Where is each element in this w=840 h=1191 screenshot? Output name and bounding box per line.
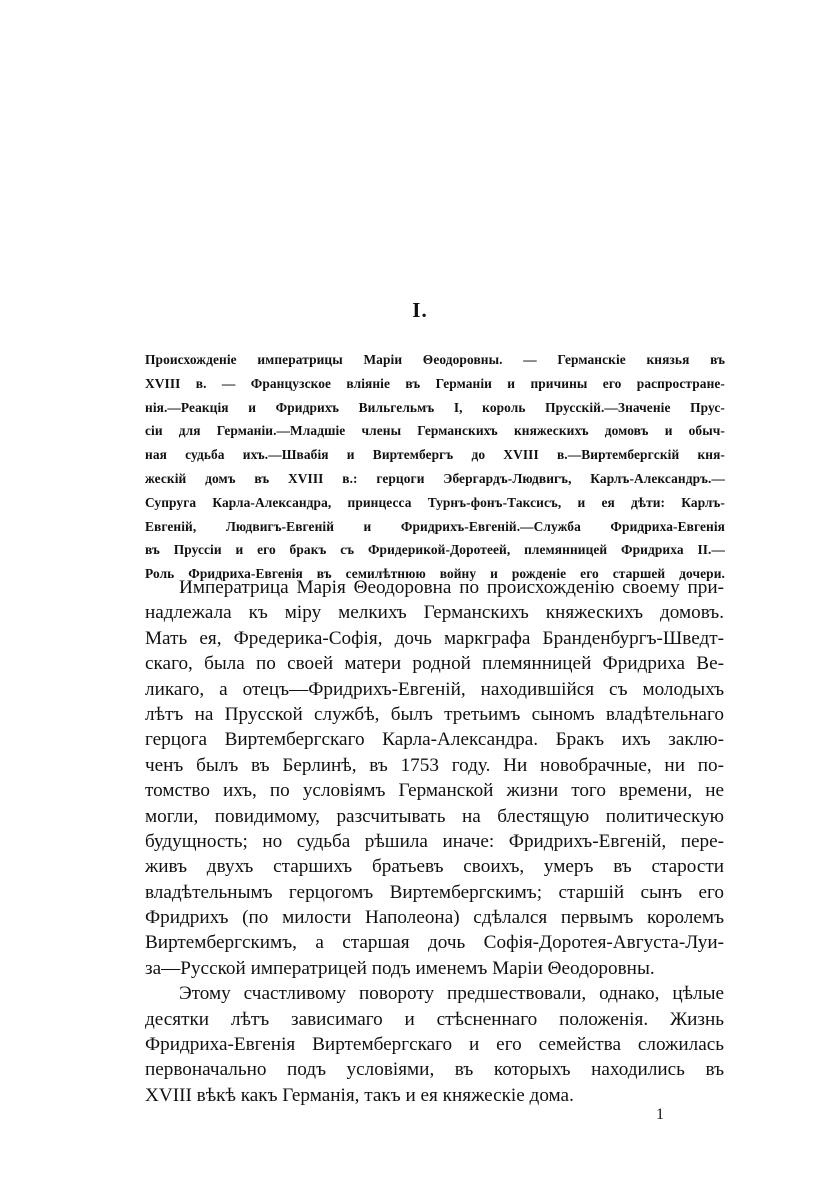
summary-line: нія.—Реакція и Фридрихъ Вильгельмъ I, король Прусскій.—Значеніе Прус- [145,399,725,415]
paragraph-1-line: живъ двухъ старшихъ братьевъ своихъ, умеръ въ старости [145,856,724,878]
paragraph-1-line: томство ихъ, по условіямъ Германской жизни того времени, не [145,780,724,802]
paragraph-1-line: Фридрихъ (по милости Наполеона) сдѣлался первымъ королемъ [145,907,724,929]
paragraph-1-line: владѣтельнымъ герцогомъ Виртембергскимъ; старшій сынъ его [145,881,724,903]
page-number: 1 [656,1106,664,1123]
paragraph-1-line: будущность; но судьба рѣшила иначе: Фридрихъ-Евгеній, пере- [145,830,724,852]
summary-line: Роль Фридриха-Евгенія въ семилѣтнюю войну и рожденіе его старшей дочери. [145,566,725,582]
summary-line: Евгеній, Людвигъ-Евгеній и Фридрихъ-Евгеній.—Служба Фридриха-Евгенія [145,518,725,534]
paragraph-1-line: Виртембергскимъ, а старшая дочь Софія-Доротея-Августа-Луи- [145,932,724,954]
body-text [145,575,724,1108]
paragraph-1-line: ченъ былъ въ Берлинѣ, въ 1753 году. Ни новобрачные, ни по- [145,754,724,776]
paragraph-1-line: надлежала къ міру мелкихъ Германскихъ княжескихъ домовъ. [145,602,724,624]
paragraph-2-line: Этому счастливому повороту предшествовали, однако, цѣлые [179,983,724,1005]
paragraph-1-line: герцога Виртембергскаго Карла-Александра. Бракъ ихъ заклю- [145,729,724,751]
chapter-summary [145,348,725,586]
summary-line: жескій домъ въ XVIII в.: герцоги Эбергардъ-Людвигъ, Карлъ-Александръ.— [145,470,725,486]
paragraph-1-line: скаго, была по своей матери родной племянницей Фридриха Ве- [145,653,724,675]
paragraph-1-line: могли, повидимому, разсчитывать на блестящую политическую [145,805,724,827]
paragraph-1-line: ликаго, а отецъ—Фридрихъ-Евгеній, находившійся съ молодыхъ [145,678,724,700]
summary-line: Происхожденіе императрицы Маріи Θеодоровны. — Германскіе князья въ [145,352,725,367]
chapter-numeral: I. [412,298,428,322]
paragraph-1-line: за—Русской императрицей подъ именемъ Маріи Θеодоровны. [145,957,655,979]
paragraph-1-line: Мать ея, Фредерика-Софія, дочь маркграфа Бранденбургъ-Шведт- [145,627,724,649]
paragraph-2-line: первоначально подъ условіями, въ которыхъ находились въ [145,1059,724,1081]
paragraph-2-line: XVIII вѣкѣ какъ Германія, такъ и ея княжескіе дома. [145,1084,574,1106]
paragraph-2-line: десятки лѣтъ зависимаго и стѣсненнаго положенія. Жизнь [145,1008,724,1030]
paragraph-1-line: Императрица Марія Θеодоровна по происхожденію своему при- [179,577,724,598]
summary-line: XVIII в. — Французское вліяніе въ Германіи и причины его распростране- [145,375,725,391]
paragraph-2-line: Фридриха-Евгенія Виртембергскаго и его семейства сложилась [145,1034,724,1056]
summary-line: сіи для Германіи.—Младшіе члены Германскихъ княжескихъ домовъ и обыч- [145,423,725,439]
summary-line: ная судьба ихъ.—Швабія и Виртембергъ до XVIII в.—Виртембергскій кня- [145,447,725,463]
paragraph-1-line: лѣтъ на Прусской службѣ, былъ третьимъ сыномъ владѣтельнаго [145,703,724,725]
summary-line: Супруга Карла-Александра, принцесса Турнъ-фонъ-Таксисъ, и ея дѣти: Карлъ- [145,494,725,510]
summary-line: въ Пруссіи и его бракъ съ Фридерикой-Доротеей, племянницей Фридриха II.— [145,542,725,558]
